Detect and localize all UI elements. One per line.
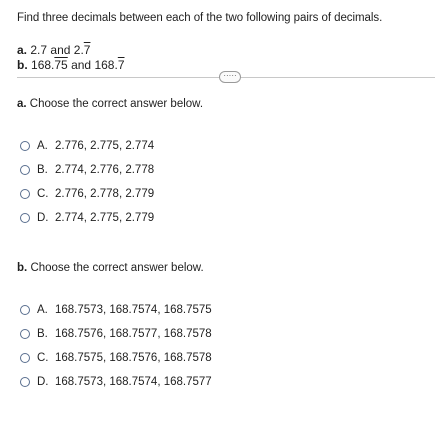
pair-b-left: 168.75 <box>31 58 68 72</box>
radio-icon[interactable] <box>20 329 30 339</box>
option-text: 168.7573, 168.7574, 168.7575 <box>55 304 212 316</box>
part-b-label: b. <box>17 262 28 274</box>
option-text: 168.7575, 168.7576, 168.7578 <box>55 352 212 364</box>
repeating-digits: 75 <box>54 58 68 72</box>
part-a-instruction: Choose the correct answer below. <box>29 98 204 110</box>
pair-a <box>17 43 90 57</box>
pair-b-joiner: and <box>71 58 92 72</box>
repeating-digits: 7 <box>83 43 91 57</box>
radio-icon[interactable] <box>20 189 30 199</box>
part-a-label: a. <box>17 98 27 110</box>
part-b-option-d[interactable] <box>20 376 212 388</box>
radio-icon[interactable] <box>20 305 30 315</box>
pair-a-left: 2.7 <box>30 43 48 57</box>
option-letter: B. <box>37 328 48 340</box>
part-b-option-c[interactable] <box>20 352 212 364</box>
part-b-option-b[interactable] <box>20 328 212 340</box>
radio-icon[interactable] <box>20 377 30 387</box>
option-text: 2.776, 2.778, 2.779 <box>55 188 155 200</box>
option-letter: D. <box>37 212 49 224</box>
part-a-option-d[interactable] <box>20 212 154 224</box>
expand-dots-button[interactable]: ····· <box>219 71 241 83</box>
option-letter: B. <box>37 164 48 176</box>
option-text: 168.7576, 168.7577, 168.7578 <box>55 328 212 340</box>
option-letter: A. <box>37 140 48 152</box>
option-letter: C. <box>37 352 49 364</box>
option-letter: C. <box>37 188 49 200</box>
part-b-option-a[interactable] <box>20 304 212 316</box>
option-text: 2.776, 2.775, 2.774 <box>55 140 155 152</box>
repeating-digits: 7 <box>117 58 125 72</box>
part-b-title <box>17 262 204 274</box>
option-text: 2.774, 2.775, 2.779 <box>55 212 155 224</box>
pair-b-label: b. <box>17 58 28 72</box>
option-letter: A. <box>37 304 48 316</box>
option-text: 2.774, 2.776, 2.778 <box>55 164 155 176</box>
part-b-instruction: Choose the correct answer below. <box>30 262 204 274</box>
option-letter: D. <box>37 376 49 388</box>
radio-icon[interactable] <box>20 213 30 223</box>
pair-a-joiner: and <box>50 43 71 57</box>
part-a-option-a[interactable] <box>20 140 154 152</box>
pair-b-right: 168.7 <box>94 58 125 72</box>
question-prompt: Find three decimals between each of the two following pairs of decimals. <box>17 12 383 24</box>
pair-a-label: a. <box>17 43 28 57</box>
radio-icon[interactable] <box>20 353 30 363</box>
radio-icon[interactable] <box>20 165 30 175</box>
radio-icon[interactable] <box>20 141 30 151</box>
pair-b <box>17 58 125 72</box>
part-a-option-c[interactable] <box>20 188 154 200</box>
part-a-title <box>17 98 203 110</box>
part-a-option-b[interactable] <box>20 164 154 176</box>
pair-a-right: 2.7 <box>73 43 91 57</box>
option-text: 168.7573, 168.7574, 168.7577 <box>55 376 212 388</box>
